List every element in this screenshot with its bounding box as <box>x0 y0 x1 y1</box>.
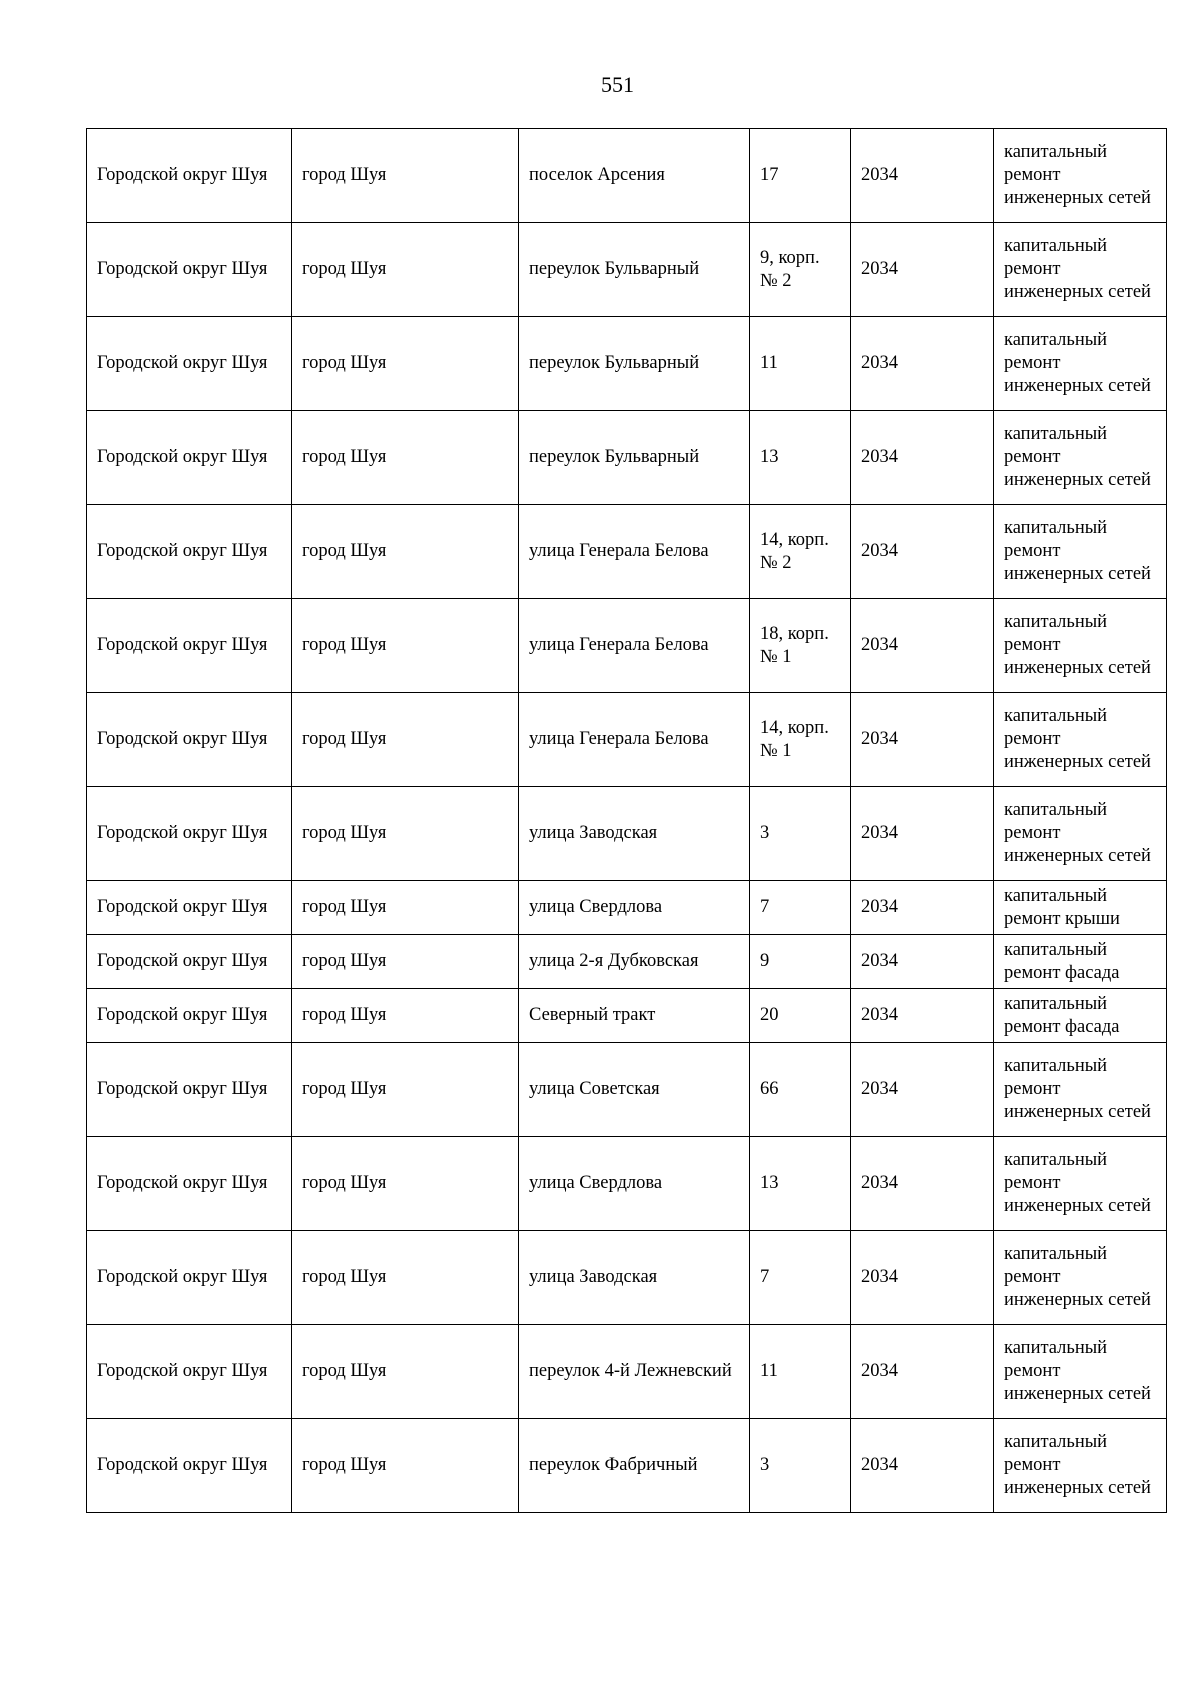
table-row <box>87 599 1167 693</box>
year-cell: 2034 <box>851 1043 994 1137</box>
locality-cell: город Шуя <box>292 505 519 599</box>
street-cell: переулок Бульварный <box>519 223 750 317</box>
street-cell: переулок 4-й Лежневский <box>519 1325 750 1419</box>
house-cell: 13 <box>750 1137 851 1231</box>
year-cell: 2034 <box>851 1231 994 1325</box>
municipality-cell: Городской округ Шуя <box>87 129 292 223</box>
street-cell: улица Свердлова <box>519 1137 750 1231</box>
locality-cell: город Шуя <box>292 881 519 935</box>
house-cell: 3 <box>750 787 851 881</box>
year-cell: 2034 <box>851 1137 994 1231</box>
locality-cell: город Шуя <box>292 599 519 693</box>
table-row <box>87 1419 1167 1513</box>
year-cell: 2034 <box>851 599 994 693</box>
street-cell: улица Свердлова <box>519 881 750 935</box>
house-cell: 14, корп. № 2 <box>750 505 851 599</box>
municipality-cell: Городской округ Шуя <box>87 989 292 1043</box>
municipality-cell: Городской округ Шуя <box>87 881 292 935</box>
municipality-cell: Городской округ Шуя <box>87 223 292 317</box>
work-type-cell: капитальный ремонт инженерных сетей <box>994 599 1167 693</box>
table-row <box>87 1231 1167 1325</box>
year-cell: 2034 <box>851 411 994 505</box>
year-cell: 2034 <box>851 505 994 599</box>
street-cell: улица Заводская <box>519 787 750 881</box>
work-type-cell: капитальный ремонт инженерных сетей <box>994 1419 1167 1513</box>
house-cell: 7 <box>750 881 851 935</box>
work-type-cell: капитальный ремонт фасада <box>994 989 1167 1043</box>
year-cell: 2034 <box>851 989 994 1043</box>
municipality-cell: Городской округ Шуя <box>87 787 292 881</box>
work-type-cell: капитальный ремонт инженерных сетей <box>994 1231 1167 1325</box>
work-type-cell: капитальный ремонт инженерных сетей <box>994 411 1167 505</box>
locality-cell: город Шуя <box>292 223 519 317</box>
municipality-cell: Городской округ Шуя <box>87 935 292 989</box>
table-row <box>87 881 1167 935</box>
municipality-cell: Городской округ Шуя <box>87 599 292 693</box>
municipality-cell: Городской округ Шуя <box>87 1325 292 1419</box>
year-cell: 2034 <box>851 1325 994 1419</box>
year-cell: 2034 <box>851 935 994 989</box>
table-row <box>87 129 1167 223</box>
table-row <box>87 223 1167 317</box>
street-cell: поселок Арсения <box>519 129 750 223</box>
table-row <box>87 1325 1167 1419</box>
table-row <box>87 989 1167 1043</box>
street-cell: улица Заводская <box>519 1231 750 1325</box>
work-type-cell: капитальный ремонт инженерных сетей <box>994 787 1167 881</box>
street-cell: Северный тракт <box>519 989 750 1043</box>
house-cell: 20 <box>750 989 851 1043</box>
house-cell: 13 <box>750 411 851 505</box>
house-cell: 9, корп. № 2 <box>750 223 851 317</box>
locality-cell: город Шуя <box>292 317 519 411</box>
house-cell: 7 <box>750 1231 851 1325</box>
house-cell: 9 <box>750 935 851 989</box>
house-cell: 66 <box>750 1043 851 1137</box>
street-cell: улица Генерала Белова <box>519 693 750 787</box>
locality-cell: город Шуя <box>292 1231 519 1325</box>
house-cell: 14, корп. № 1 <box>750 693 851 787</box>
table-row <box>87 693 1167 787</box>
work-type-cell: капитальный ремонт инженерных сетей <box>994 1043 1167 1137</box>
table-row <box>87 1043 1167 1137</box>
locality-cell: город Шуя <box>292 411 519 505</box>
street-cell: переулок Фабричный <box>519 1419 750 1513</box>
work-type-cell: капитальный ремонт инженерных сетей <box>994 129 1167 223</box>
municipality-cell: Городской округ Шуя <box>87 411 292 505</box>
table-row <box>87 505 1167 599</box>
locality-cell: город Шуя <box>292 989 519 1043</box>
work-type-cell: капитальный ремонт инженерных сетей <box>994 1325 1167 1419</box>
street-cell: переулок Бульварный <box>519 317 750 411</box>
municipality-cell: Городской округ Шуя <box>87 1231 292 1325</box>
municipality-cell: Городской округ Шуя <box>87 1137 292 1231</box>
year-cell: 2034 <box>851 1419 994 1513</box>
house-cell: 18, корп. № 1 <box>750 599 851 693</box>
table-row <box>87 1137 1167 1231</box>
street-cell: переулок Бульварный <box>519 411 750 505</box>
municipality-cell: Городской округ Шуя <box>87 505 292 599</box>
street-cell: улица 2-я Дубковская <box>519 935 750 989</box>
year-cell: 2034 <box>851 129 994 223</box>
work-type-cell: капитальный ремонт инженерных сетей <box>994 1137 1167 1231</box>
repair-schedule-table <box>86 128 1167 1513</box>
municipality-cell: Городской округ Шуя <box>87 693 292 787</box>
house-cell: 11 <box>750 317 851 411</box>
table-row <box>87 411 1167 505</box>
page-number: 551 <box>601 72 634 97</box>
street-cell: улица Советская <box>519 1043 750 1137</box>
locality-cell: город Шуя <box>292 1419 519 1513</box>
year-cell: 2034 <box>851 693 994 787</box>
year-cell: 2034 <box>851 317 994 411</box>
house-cell: 3 <box>750 1419 851 1513</box>
work-type-cell: капитальный ремонт фасада <box>994 935 1167 989</box>
locality-cell: город Шуя <box>292 1043 519 1137</box>
locality-cell: город Шуя <box>292 1137 519 1231</box>
year-cell: 2034 <box>851 223 994 317</box>
locality-cell: город Шуя <box>292 935 519 989</box>
work-type-cell: капитальный ремонт крыши <box>994 881 1167 935</box>
table-row <box>87 787 1167 881</box>
locality-cell: город Шуя <box>292 787 519 881</box>
locality-cell: город Шуя <box>292 693 519 787</box>
municipality-cell: Городской округ Шуя <box>87 1043 292 1137</box>
table-body <box>87 129 1167 1513</box>
year-cell: 2034 <box>851 787 994 881</box>
table-row <box>87 317 1167 411</box>
table-row <box>87 935 1167 989</box>
house-cell: 11 <box>750 1325 851 1419</box>
work-type-cell: капитальный ремонт инженерных сетей <box>994 223 1167 317</box>
locality-cell: город Шуя <box>292 1325 519 1419</box>
street-cell: улица Генерала Белова <box>519 505 750 599</box>
work-type-cell: капитальный ремонт инженерных сетей <box>994 693 1167 787</box>
year-cell: 2034 <box>851 881 994 935</box>
locality-cell: город Шуя <box>292 129 519 223</box>
street-cell: улица Генерала Белова <box>519 599 750 693</box>
work-type-cell: капитальный ремонт инженерных сетей <box>994 317 1167 411</box>
municipality-cell: Городской округ Шуя <box>87 1419 292 1513</box>
house-cell: 17 <box>750 129 851 223</box>
work-type-cell: капитальный ремонт инженерных сетей <box>994 505 1167 599</box>
municipality-cell: Городской округ Шуя <box>87 317 292 411</box>
